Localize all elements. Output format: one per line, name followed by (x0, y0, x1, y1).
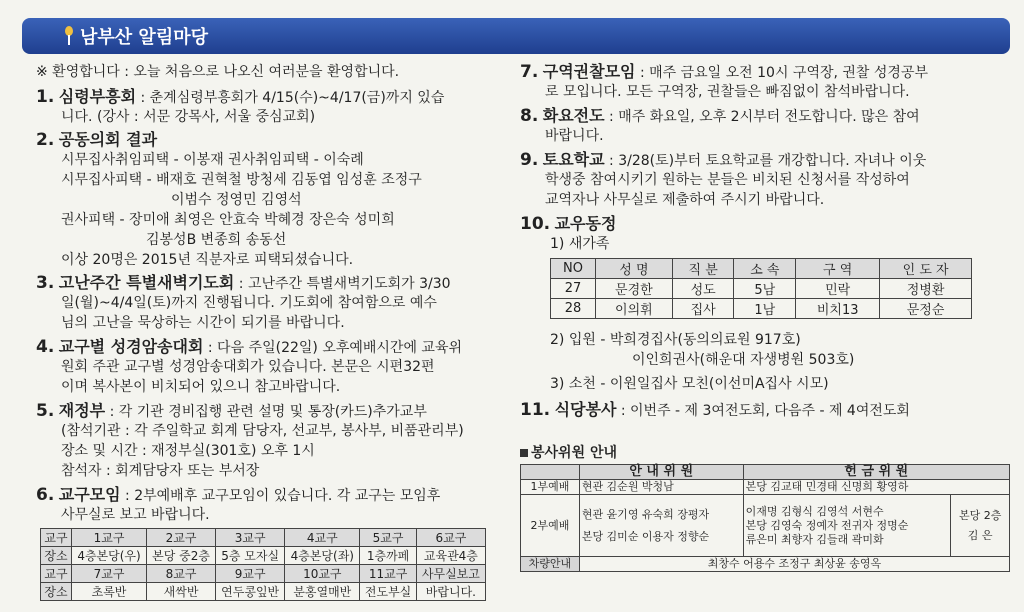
item-text: 로 모입니다. 모든 구역장, 권찰들은 빠짐없이 참석바랍니다. (545, 84, 910, 100)
microphone-icon (62, 25, 76, 47)
item-text: : 매주 금요일 오전 10시 구역장, 권찰 성경공부 (635, 65, 928, 81)
item-text: 권사피택 - 장미애 최영은 안효숙 박혜경 장은숙 성미희 (61, 212, 395, 228)
table-cell: 소 속 (734, 259, 796, 279)
table-row (41, 529, 486, 547)
table-cell: 이의휘 (595, 299, 672, 319)
item-text: : 3/28(토)부터 토요학교를 개강합니다. 자녀나 이웃 (604, 153, 927, 169)
table-row (41, 547, 486, 565)
item-text: 원회 주관 교구별 성경암송대회가 있습니다. 본문은 시편32편 (61, 359, 435, 375)
item-title: 교우동정 (554, 214, 617, 233)
table-cell: 2교구 (147, 529, 216, 547)
column-header: 안 내 위 원 (579, 465, 743, 480)
table-cell: 분홍열매반 (285, 583, 360, 601)
item-title: 식당봉사 (554, 400, 617, 419)
item-number: 9. (520, 150, 539, 170)
table-cell: 이재명 김형식 김영석 서현수 (745, 504, 884, 518)
column-header: 헌 금 위 원 (743, 465, 1009, 480)
item-text: 장소 및 시간 : 재정부실(301호) 오후 1시 (61, 443, 315, 459)
table-cell: 교구 (41, 529, 72, 547)
item-text: 시무집사피택 - 배재호 권혁철 방청세 김동엽 임성훈 조정구 (61, 172, 422, 188)
table-cell: 구 역 (796, 259, 880, 279)
item-number: 11. (520, 400, 551, 420)
item-text: 시무집사취임피택 - 이봉재 권사취임피택 - 이숙례 (61, 152, 364, 168)
table-cell: 인 도 자 (880, 259, 972, 279)
table-cell: 문경한 (595, 279, 672, 299)
table-cell: 1층까페 (360, 547, 416, 565)
square-bullet-icon (520, 449, 528, 457)
item-text: 이며 복사본이 비치되어 있으니 참고바랍니다. (61, 379, 341, 395)
item-text: 3) 소천 - 이원일집사 모친(이선미A집사 시모) (550, 376, 829, 392)
table-cell: 11교구 (360, 565, 416, 583)
table-cell: 5층 모자실 (216, 547, 285, 565)
table-cell: 류은미 최향자 김들래 곽미화 (745, 532, 884, 546)
item-text: : 춘계심령부흥회가 4/15(수)~4/17(금)까지 있습 (136, 90, 445, 106)
table-cell: 성 명 (595, 259, 672, 279)
item-number: 10. (520, 214, 551, 234)
subsection-label: 1) 새가족 (550, 236, 610, 252)
item-title: 구역권찰모임 (542, 62, 636, 81)
table-cell: 8교구 (147, 565, 216, 583)
item-title: 공동의회 결과 (58, 130, 158, 149)
table-cell: 장소 (41, 547, 72, 565)
table-cell: 연두콩잎반 (216, 583, 285, 601)
item-text: 이인희권사(해운대 자생병원 503호) (632, 352, 855, 368)
item-title: 화요전도 (542, 106, 605, 125)
item-text: : 각 기관 경비집행 관련 설명 및 통장(카드)추가교부 (105, 404, 427, 420)
table-cell: 김 은 (967, 528, 993, 542)
table-cell: 초록반 (71, 583, 146, 601)
bulletin-header (22, 18, 1010, 54)
table-cell: 본당 (745, 518, 767, 532)
table-cell: NO (551, 259, 596, 279)
table-row (551, 259, 972, 279)
table-cell: 민락 (796, 279, 880, 299)
item-text: 이범수 정영민 김영석 (171, 192, 302, 208)
item-text: 2) 입원 - 박희경집사(동의의료원 917호) (550, 332, 801, 348)
item-text: : 이번주 - 제 3여전도회, 다음주 - 제 4여전도회 (616, 403, 910, 419)
item-number: 5. (36, 401, 55, 421)
row-label: 1부예배 (521, 480, 580, 495)
table-cell: 문정순 (880, 299, 972, 319)
district-table (40, 528, 486, 601)
new-family-table (550, 258, 972, 319)
table-cell: 본당 김교태 민경태 신명희 황영하 (743, 480, 1009, 495)
table-cell: 10교구 (285, 565, 360, 583)
item-text: 참석자 : 회계담당자 또는 부서장 (61, 463, 260, 479)
table-cell: 본당 김미순 이용자 정향순 (581, 529, 710, 543)
item-title: 교구별 성경암송대회 (58, 337, 204, 356)
table-cell: 4층본당(우) (71, 547, 146, 565)
item-number: 3. (36, 273, 55, 293)
table-cell: 바랍니다. (416, 583, 485, 601)
table-cell: 7교구 (71, 565, 146, 583)
table-cell: 현관 윤기영 유숙희 장평자 (581, 507, 710, 521)
item-text: : 고난주간 특별새벽기도회가 3/30 (234, 276, 451, 292)
item-title: 교구모임 (58, 485, 121, 504)
table-cell: 본당 중2층 (147, 547, 216, 565)
row-label: 2부예배 (521, 495, 580, 557)
item-text: 님의 고난을 묵상하는 시간이 되기를 바랍니다. (61, 315, 345, 331)
table-cell: 교구 (41, 565, 72, 583)
table-cell: 전도부실 (360, 583, 416, 601)
table-cell: 현관 김순원 박청남 (579, 480, 743, 495)
table-cell: 1남 (734, 299, 796, 319)
table-cell: 27 (551, 279, 596, 299)
row-label: 차량안내 (521, 557, 580, 572)
table-cell: 집사 (672, 299, 734, 319)
item-text: 일(월)~4/4일(토)까지 진행됩니다. 기도회에 참여함으로 예수 (61, 295, 437, 311)
table-cell: 사무실보고 (416, 565, 485, 583)
table-row (551, 279, 972, 299)
item-number: 2. (36, 130, 55, 150)
table-cell: 새싹반 (147, 583, 216, 601)
table-cell: 최창수 어용수 조정구 최상윤 송영옥 (579, 557, 1009, 572)
item-text: 교역자나 사무실로 제출하여 주시기 바랍니다. (545, 192, 825, 208)
item-text: 이상 20명은 2015년 직분자로 피택되셨습니다. (61, 252, 354, 268)
table-cell: 김영숙 정예자 전귀자 정명순 (770, 518, 909, 532)
table-row (41, 583, 486, 601)
table-cell: 1교구 (71, 529, 146, 547)
table-cell: 직 분 (672, 259, 734, 279)
item-title: 재정부 (58, 401, 106, 420)
table-cell: 교육관4층 (416, 547, 485, 565)
item-text: (참석기관 : 각 주일학교 회계 담당자, 선교부, 봉사부, 비품관리부) (61, 423, 464, 439)
table-cell: 4층본당(좌) (285, 547, 360, 565)
item-text: 김봉성B 변종희 송동선 (146, 232, 287, 248)
item-number: 8. (520, 106, 539, 126)
item-title: 토요학교 (542, 150, 605, 169)
table-cell: 성도 (672, 279, 734, 299)
welcome-text: ※ 환영합니다 : 오늘 처음으로 나오신 여러분을 환영합니다. (36, 64, 400, 80)
item-text: 사무실로 보고 바랍니다. (61, 507, 210, 523)
table-row (551, 299, 972, 319)
item-number: 1. (36, 87, 55, 107)
table-cell: 3교구 (216, 529, 285, 547)
table-cell: 6교구 (416, 529, 485, 547)
table-cell: 5남 (734, 279, 796, 299)
table-cell: 5교구 (360, 529, 416, 547)
service-committee-title: 봉사위원 안내 (520, 442, 617, 462)
table-cell: 4교구 (285, 529, 360, 547)
item-text: 바랍니다. (545, 128, 604, 144)
item-number: 7. (520, 62, 539, 82)
table-row (41, 565, 486, 583)
table-cell: 비치13 (796, 299, 880, 319)
item-number: 4. (36, 337, 55, 357)
item-text: 학생중 참여시키기 원하는 분들은 비치된 신청서를 작성하여 (545, 172, 910, 188)
service-table (520, 464, 1010, 572)
item-number: 6. (36, 485, 55, 505)
item-title: 심령부흥회 (58, 87, 137, 106)
item-text: : 다음 주일(22일) 오후예배시간에 교육위 (203, 340, 463, 356)
item-text: 니다. (강사 : 서문 강목사, 서울 중심교회) (61, 109, 316, 125)
table-cell: 장소 (41, 583, 72, 601)
table-cell: 본당 2층 (958, 508, 1002, 522)
item-text: : 2부예배후 교구모임이 있습니다. 각 교구는 모임후 (120, 488, 441, 504)
table-cell: 28 (551, 299, 596, 319)
table-cell: 9교구 (216, 565, 285, 583)
header-title: 남부산 알림마당 (80, 27, 208, 48)
item-text: : 매주 화요일, 오후 2시부터 전도합니다. 많은 참여 (604, 109, 920, 125)
table-cell: 정병환 (880, 279, 972, 299)
item-title: 고난주간 특별새벽기도회 (58, 273, 235, 292)
